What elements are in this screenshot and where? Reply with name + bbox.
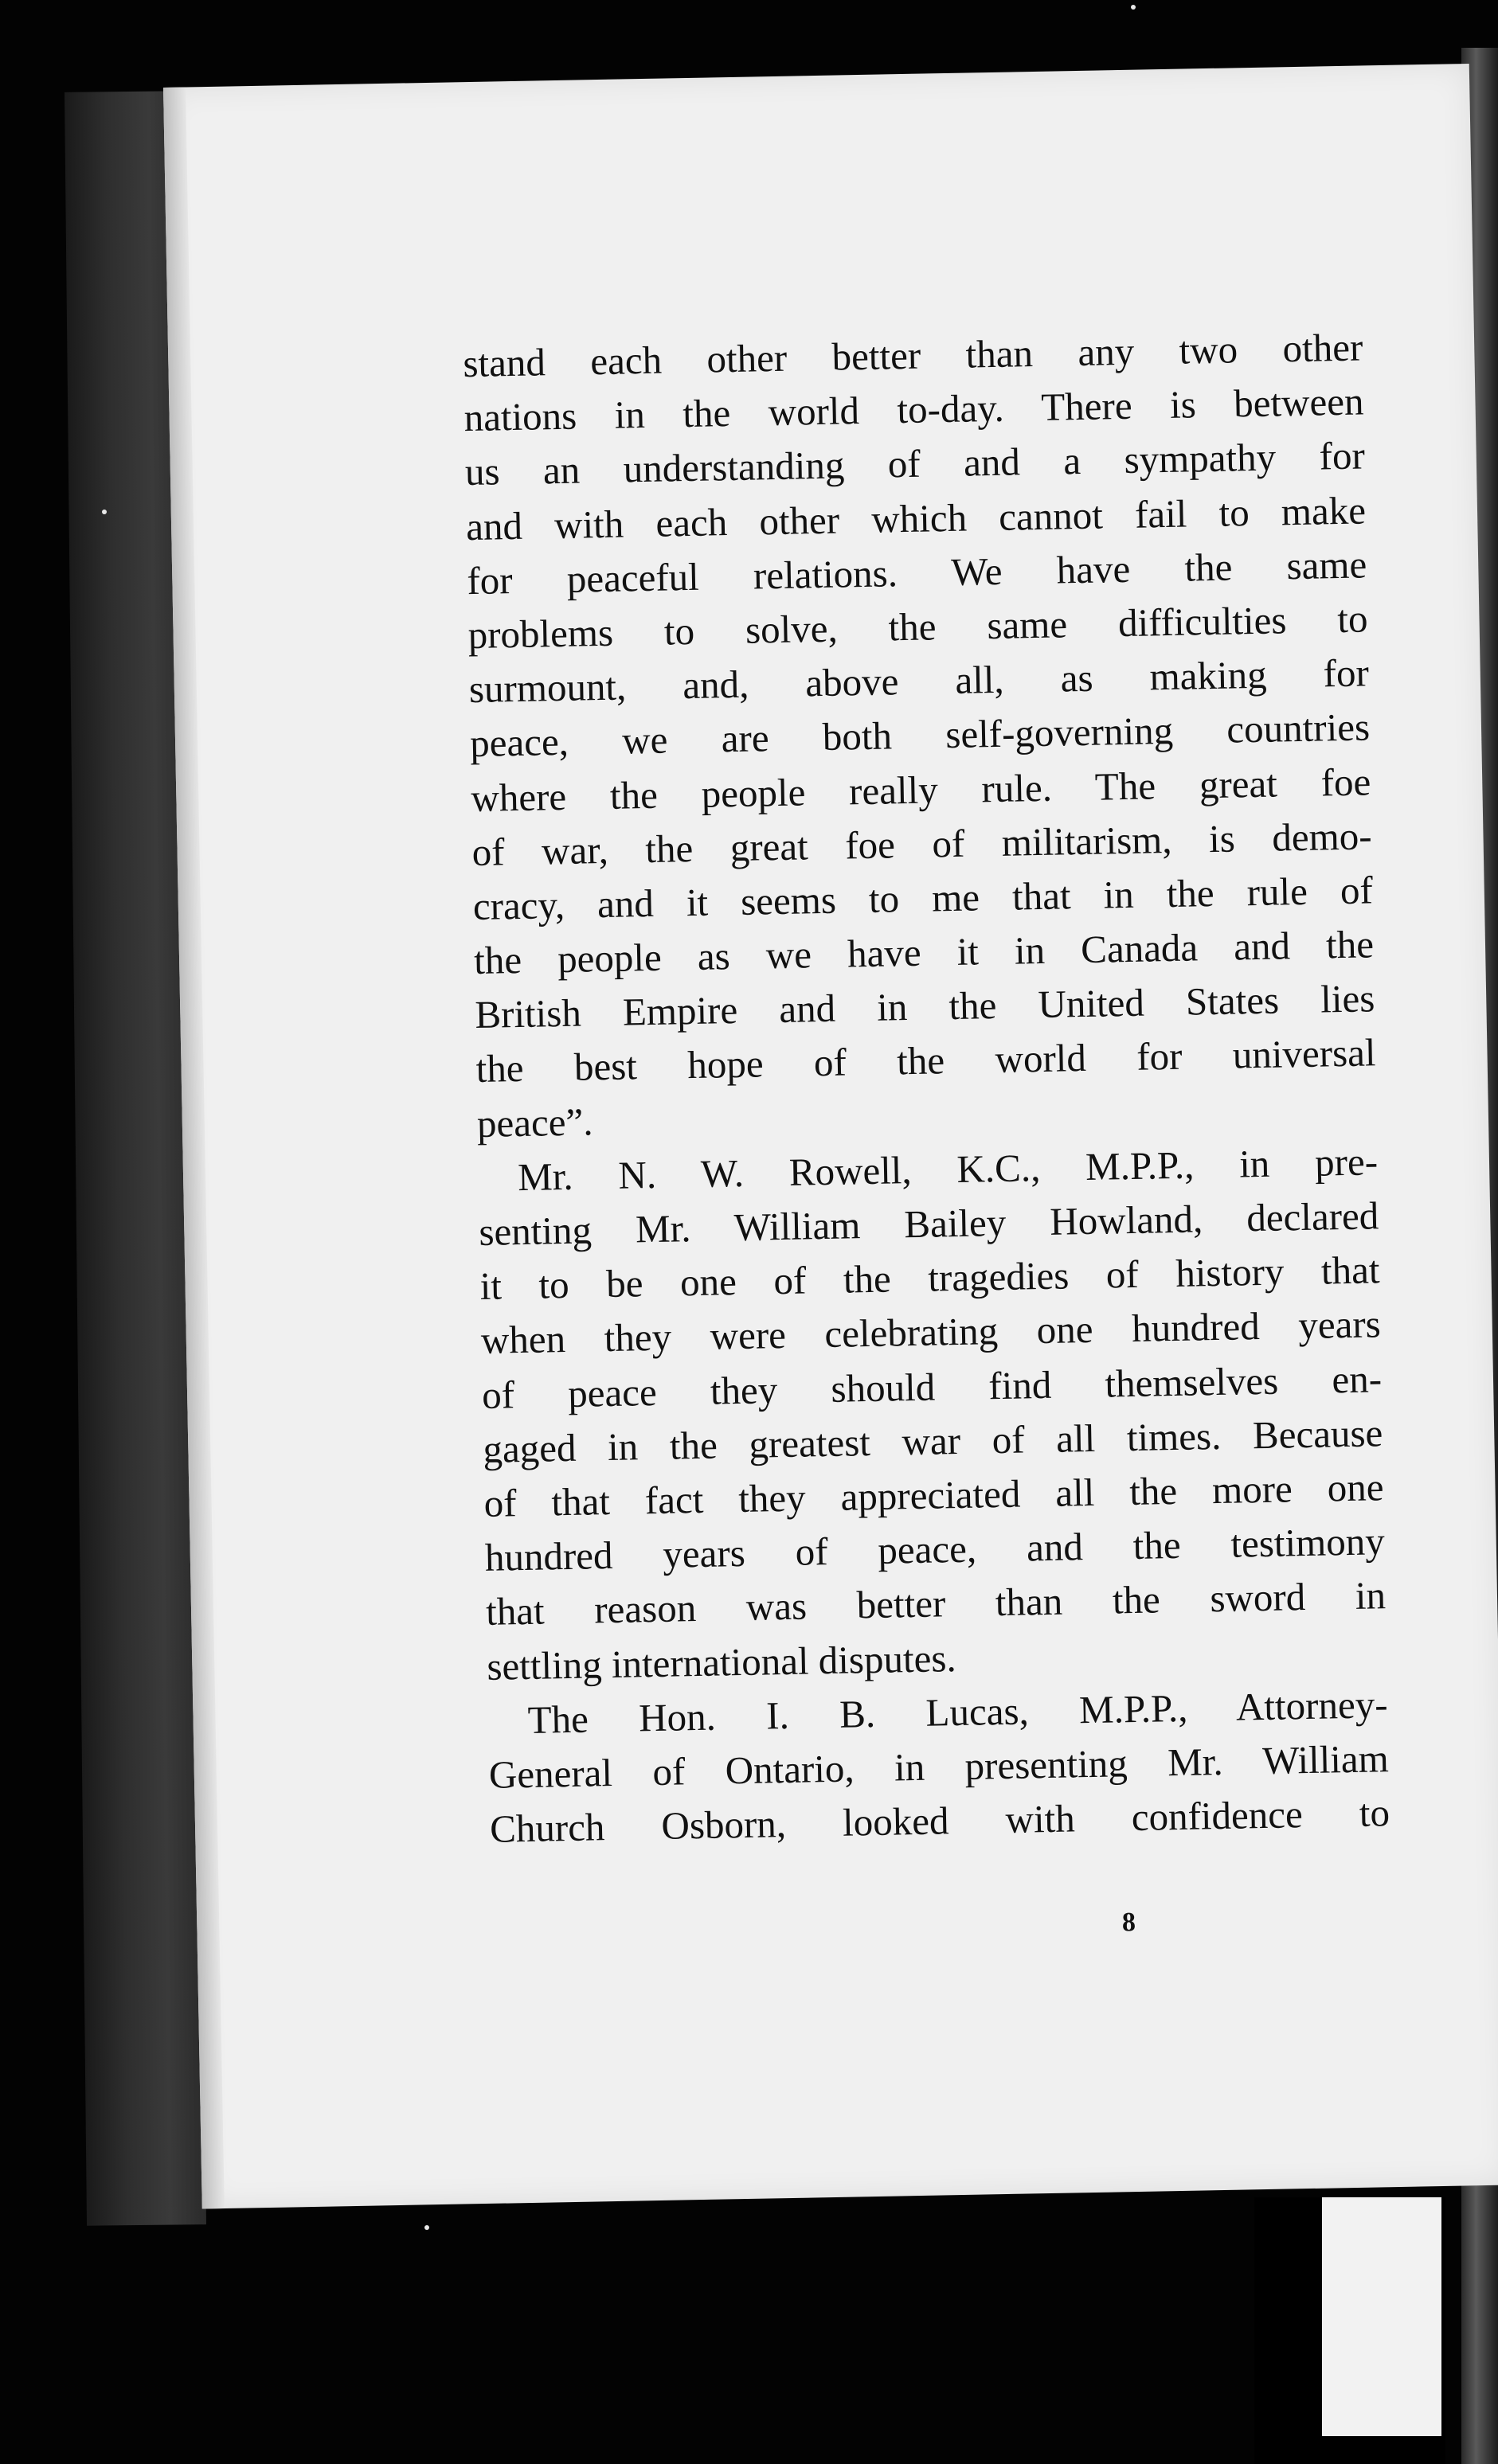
paper-slip [1322, 2197, 1441, 2436]
text-line: of war, the great foe of militarism, is demo- [471, 814, 1372, 874]
text-line: gaged in the greatest war of all times. Because [482, 1410, 1383, 1471]
text-line: cracy, and it seems to me that in the rule of [472, 868, 1374, 928]
text-line: senting Mr. William Bailey Howland, declared [478, 1193, 1379, 1254]
text-line: the best hope of the world for universal [475, 1030, 1376, 1091]
paragraph-start-line: The Hon. I. B. Lucas, M.P.P., Attorney- [527, 1681, 1388, 1742]
text-line: settling international disputes. [486, 1635, 957, 1689]
text-line: it to be one of the tragedies of history that [479, 1248, 1380, 1309]
text-line: peace”. [476, 1099, 593, 1146]
text-line: where the people really rule. The great foe [470, 759, 1371, 820]
text-line: peace, we are both self-governing countries [469, 705, 1371, 766]
text-line: hundred years of peace, and the testimony [484, 1519, 1386, 1580]
text-line: the people as we have it in Canada and the [473, 922, 1375, 983]
text-line: us an understanding of and a sympathy for [464, 433, 1366, 494]
text-line: that reason was better than the sword in [485, 1573, 1387, 1634]
text-line: British Empire and in the United States lies [474, 976, 1375, 1037]
text-line: stand each other better than any two other [462, 325, 1363, 386]
paragraph-start-line: Mr. N. W. Rowell, K.C., M.P.P., in pre- [517, 1139, 1379, 1199]
book-page [163, 64, 1498, 2209]
text-line: nations in the world to-day. There is between [463, 379, 1364, 440]
text-line: and with each other which cannot fail to make [465, 487, 1367, 549]
text-line: when they were celebrating one hundred years [480, 1302, 1382, 1363]
text-line: General of Ontario, in presenting Mr. William [488, 1736, 1390, 1797]
text-line: surmount, and, above all, as making for [468, 650, 1370, 712]
text-line: Church Osborn, looked with confidence to [489, 1790, 1390, 1851]
text-line: of that fact they appreciated all the more one [483, 1465, 1384, 1525]
text-line: problems to solve, the same difficulties to [467, 596, 1368, 658]
scan-speck [1131, 5, 1136, 10]
scan-speck [102, 510, 107, 514]
body-text [463, 320, 1390, 1857]
page-number: 8 [1121, 1908, 1136, 1938]
text-line: for peaceful relations. We have the same [466, 542, 1367, 603]
scan-speck [424, 2225, 429, 2230]
text-line: of peace they should find themselves en- [481, 1356, 1383, 1417]
